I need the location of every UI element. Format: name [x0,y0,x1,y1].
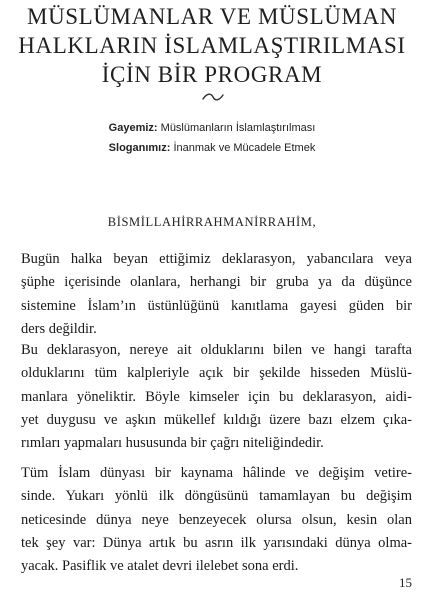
tilde-swash-ornament-icon [202,90,224,104]
title-line-3: İÇİN BİR PROGRAM [101,62,323,87]
basmala-heading: BİSMİLLAHİRRAHMANİRRAHİM, [107,215,317,229]
paragraph-line: yet duygusu ve aşkın mükellef kıldığı üzere bazı elzem çıka- [21,411,412,428]
slogan-value: İnanmak ve Mücadele Etmek [173,142,316,154]
paragraph-line: neticesinde dünya neye benzeyecek olursa olsun, kesin olan [21,511,412,528]
paragraph-line: manlara yöneliktir. Böyle kimseler için bu deklarasyon, aidi- [21,388,412,405]
paragraph-1 [21,248,412,341]
page-number: 15 [399,575,412,590]
paragraph-line: Tüm İslam dünyası bir kaynama hâlinde ve değişim vetire- [21,465,412,481]
paragraph-line: yacak. Pasiflik ve atalet devri ilelebet sona erdi. [21,558,299,575]
title-line-2: HALKLARIN İSLAMLAŞTIRILMASI [18,33,406,58]
slogan-line [0,141,424,155]
paragraph-line: Bu deklarasyon, nereye ait olduklarını bilen ve hangi tarafta [21,342,412,358]
paragraph-line: ders değildir. [21,320,97,337]
purpose-line [0,121,424,135]
slogan-label: Sloganımız: [108,142,171,154]
chapter-title [0,2,424,89]
paragraph-line: Bugün halka beyan ettiğimiz deklarasyon, yabancılara veya [21,251,412,267]
paragraph-line: rımları yapmaları hususunda bir çağrı niteliğindedir. [21,435,324,452]
paragraph-line: sistemine İslam’ın üstünlüğünü kanıtlama gayesi güden bir [21,297,412,314]
paragraph-3 [21,462,412,578]
purpose-value: Müslümanların İslamlaştırılması [160,122,316,134]
purpose-label: Gayemiz: [108,122,158,134]
paragraph-line: şüphe içerisinde olanlara, herhangi bir gruba ya da düşünce [21,274,412,291]
paragraph-line: sinde. Yukarı yönlü ilk döngüsünü tamamlayan bu değişim [21,488,412,505]
title-line-1: MÜSLÜMANLAR VE MÜSLÜMAN [27,4,397,29]
paragraph-2 [21,339,412,455]
paragraph-line: tek şey var: Dünya artık bu asrın ilk yarısındaki dünya olma- [21,534,412,551]
paragraph-line: olduklarını tüm kalpleriyle açık bir şekilde hisseden Müslü- [21,365,412,382]
